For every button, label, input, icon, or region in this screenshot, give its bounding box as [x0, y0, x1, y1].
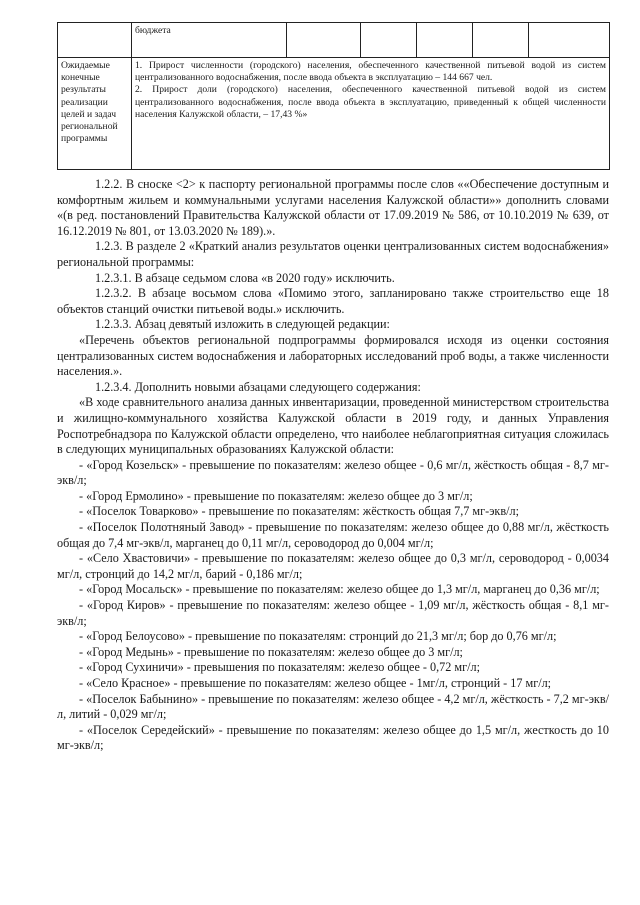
- table-cell: [473, 23, 529, 58]
- table-row: [58, 23, 610, 58]
- list-item: - «Поселок Товарково» - превышение по показателям: жёсткость общая 7,7 мг-экв/л;: [79, 504, 519, 519]
- table-cell: [361, 23, 417, 58]
- paragraph: «Перечень объектов региональной подпрограммы формировался исходя из оценки состояния централизованных систем водоснабжения и лабораторных исследований проб воды, а также численности населения.».: [57, 332, 609, 379]
- passport-table: [57, 22, 610, 170]
- list-item: - «Поселок Полотняный Завод» - превышение по показателям: железо общее до 0,88 мг/л, жёсткость общая до 7,4 мг-экв/л, марганец до 0,11 мг/л, сероводород до 0,004 мг/л;: [57, 520, 609, 550]
- list-item: - «Поселок Бабынино» - превышение по показателям: железо общее - 4,2 мг/л, жёсткость - 7,2 мг-экв/л, литий - 0,029 мг/л;: [57, 691, 609, 722]
- table-cell: [287, 23, 361, 58]
- list-item: - «Город Белоусово» - превышение по показателям: стронций до 21,3 мг/л; бор до 0,76 мг/л;: [79, 629, 557, 644]
- paragraph: 1.2.3.3. Абзац девятый изложить в следующей редакции:: [95, 317, 390, 332]
- table-row-label: Ожидаемые конечные результаты реализации целей и задач региональной программы: [58, 58, 132, 170]
- paragraph: 1.2.3.1. В абзаце седьмом слова «в 2020 году» исключить.: [95, 270, 395, 285]
- paragraph: 1.2.3. В разделе 2 «Краткий анализ результатов оценки централизованных систем водоснабжения» региональной программы:: [57, 239, 609, 269]
- result-item-1: 1. Прирост численности (городского) населения, обеспеченного качественной питьевой водой из систем централизованного водоснабжения, после ввода объекта в эксплуатацию – 144 667 чел.: [135, 60, 606, 84]
- list-item: - «Город Мосальск» - превышение по показателям: железо общее до 1,3 мг/л, марганец до 0,36 мг/л;: [79, 582, 600, 597]
- paragraph: «В ходе сравнительного анализа данных инвентаризации, проведенной министерством строительства и жилищно-коммунального хозяйства Калужской области в 2019 году, и данных Управления Роспотребнадзора по Калужской области определено, что наиболее неблагоприятная ситуация сложилась в следующих муниципальных образованиях Калужской области:: [57, 395, 609, 457]
- list-item: - «Город Сухиничи» - превышения по показателям: железо общее - 0,72 мг/л;: [79, 660, 480, 675]
- paragraph: 1.2.3.2. В абзаце восьмом слова «Помимо этого, запланировано также строительство еще 18 объектов станций очистки питьевой воды.» исключить.: [57, 286, 609, 316]
- table-cell-budget: бюджета: [132, 23, 287, 58]
- expected-results-cell: [132, 58, 610, 170]
- document-body: [57, 177, 609, 754]
- result-item-2: 2. Прирост доли (городского) населения, обеспеченного качественной питьевой водой из систем централизованного водоснабжения, после ввода объекта в эксплуатацию, приведенный к общей численности населения Калужской области, – 17,43 %»: [135, 84, 606, 120]
- list-item: - «Город Козельск» - превышение по показателям: железо общее - 0,6 мг/л, жёсткость общая - 8,7 мг-экв/л;: [57, 457, 609, 488]
- list-item: - «Село Хвастовичи» - превышение по показателям: железо общее до 0,3 мг/л, сероводород - 0,0034 мг/л, стронций до 14,2 мг/л, барий - 0,186 мг/л;: [57, 551, 609, 581]
- paragraph: 1.2.3.4. Дополнить новыми абзацами следующего содержания:: [95, 379, 421, 394]
- list-item: - «Город Киров» - превышение по показателям: железо общее - 1,09 мг/л, жёсткость общая - 8,1 мг-экв/л;: [57, 598, 609, 628]
- table-cell: [58, 23, 132, 58]
- list-item: - «Город Медынь» - превышение по показателям: железо общее до 3 мг/л;: [79, 644, 463, 659]
- table-row: [58, 58, 610, 170]
- paragraph: 1.2.2. В сноске <2> к паспорту региональной программы после слов ««Обеспечение доступным и комфортным жильем и коммунальными услугами населения Калужской области»» дополнить словами «(в ред. постановлений Правительства Калужской области от 17.09.2019 № 586, от 10.10.2019 № 639, от 16.12.2019 № 801, от 13.03.2020 № 189).».: [57, 177, 609, 238]
- table-cell: [529, 23, 610, 58]
- list-item: - «Поселок Середейский» - превышение по показателям: железо общее до 1,5 мг/л, жесткость до 10 мг-экв/л;: [57, 722, 609, 753]
- list-item: - «Село Красное» - превышение по показателям: железо общее - 1мг/л, стронций - 17 мг/л;: [79, 676, 552, 690]
- list-item: - «Город Ермолино» - превышение по показателям: железо общее до 3 мг/л;: [79, 488, 473, 503]
- table-cell: [417, 23, 473, 58]
